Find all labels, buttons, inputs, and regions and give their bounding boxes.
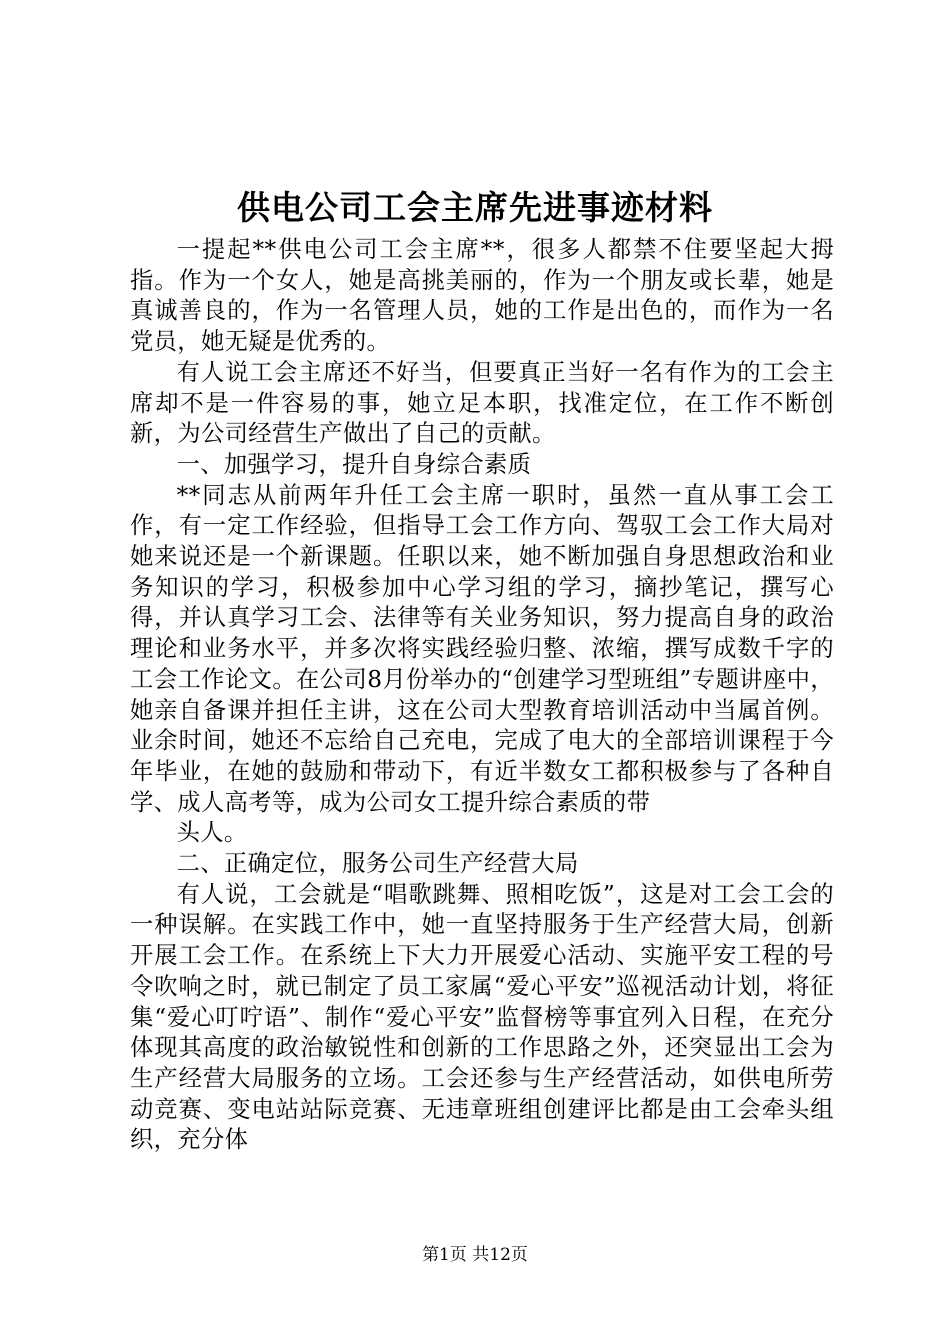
paragraph-continuation: 头人。 [176,819,248,847]
page-total: 共12页 [472,1245,528,1265]
paragraph-intro: 一提起**供电公司工会主席**，很多人都禁不住要坚起大拇指。作为一个女人，她是高挑美丽的，作为一个朋友或长辈，她是真诚善良的，作为一名管理人员，她的工作是出色的，而作为一名党员，她无疑是优秀的。 [130,236,834,356]
paragraph-study: **同志从前两年升任工会主席一职时，虽然一直从事工会工作，有一定工作经验，但指导工会工作方向、驾驭工会工作大局对她来说还是一个新课题。任职以来，她不断加强自身思想政治和业务知识的学习，积极参加中心学习组的学习，摘抄笔记，撰写心得，并认真学习工会、法律等有关业务知识，努力提高自身的政治理论和业务水平，并多次将实践经验归整、浓缩，撰写成数千字的工会工作论文。在公司8月份举办的“创建学习型班组”专题讲座中，她亲自备课并担任主讲，这在公司大型教育培训活动中当属首例。业余时间，她还不忘给自己充电，完成了电大的全部培训课程于今年毕业，在她的鼓励和带动下，有近半数女工都积极参与了各种自学、成人高考等，成为公司女工提升综合素质的带 [130,481,834,816]
document-body [130,235,834,1156]
document-title: 供电公司工会主席先进事迹材料 [237,188,713,227]
section-heading-2: 二、正确定位，服务公司生产经营大局 [176,850,579,878]
page-number: 第1页 [422,1245,467,1265]
page-footer [0,1243,950,1267]
paragraph-role: 有人说工会主席还不好当，但要真正当好一名有作为的工会主席却不是一件容易的事，她立足本职，找准定位，在工作不断创新，为公司经营生产做出了自己的贡献。 [130,358,834,448]
section-heading-1: 一、加强学习，提升自身综合素质 [176,450,532,478]
paragraph-service: 有人说，工会就是“唱歌跳舞、照相吃饭”，这是对工会工会的一种误解。在实践工作中，她一直坚持服务于生产经营大局，创新开展工会工作。在系统上下大力开展爱心活动、实施平安工程的号令吹响之时，就已制定了员工家属“爱心平安”巡视活动计划，将征集“爱心叮咛语”、制作“爱心平安”监督榜等事宜列入日程，在充分体现其高度的政治敏锐性和创新的工作思路之外，还突显出工会为生产经营大局服务的立场。工会还参与生产经营活动，如供电所劳动竞赛、变电站站际竞赛、无违章班组创建评比都是由工会牵头组织，充分体 [130,880,834,1154]
